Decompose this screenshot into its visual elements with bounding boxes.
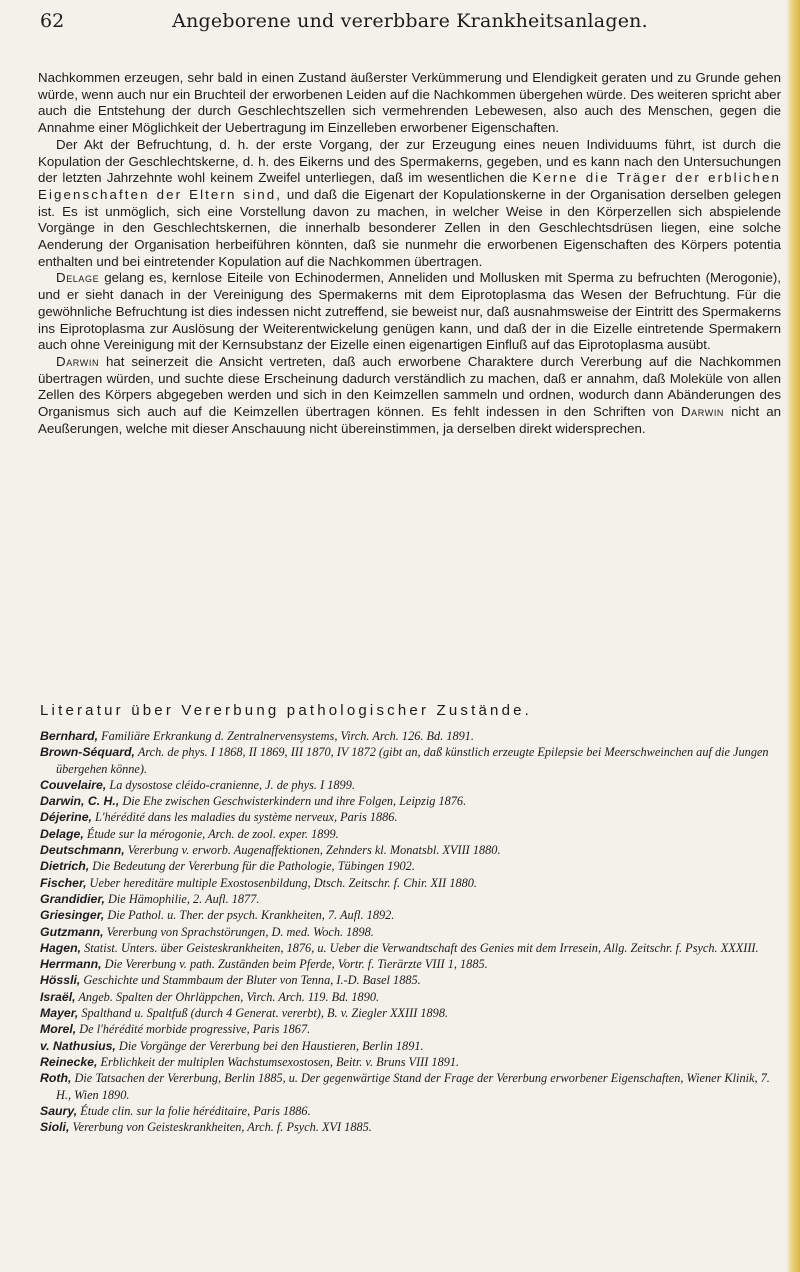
reference-text: De l'hérédité morbide progressive, Paris 1867.: [76, 1022, 311, 1037]
paragraph-3-text: gelang es, kernlose Eiteile von Echinodermen, Anneliden und Mollusken mit Sperma zu befruchten (Merogonie), und er sieht danach in der Vereinigung des Spermakerns mit dem Eiprotoplasma das Wesen der Befruchtung. Für die gewöhnliche Befruchtung ist dies indessen nicht zutreffend, sie beweist nur, daß ausnahmsweise der Eintritt des Spermakerns ins Eiprotoplasma zur Auslösung der Weiterentwickelung genügen kann, und daß der in die Eizelle eintretende Spermakern auch ohne Vereinigung mit der Kernsubstanz der Eizelle einen eigenartigen Einfluß auf das Eiprotoplasma ausübt.: [38, 270, 781, 353]
reference-author: Darwin, C. H.,: [40, 794, 120, 809]
reference-entry: [40, 956, 782, 972]
reference-author: Griesinger,: [40, 908, 105, 923]
reference-entry: [40, 793, 782, 809]
reference-author: Couvelaire,: [40, 777, 107, 792]
reference-entry: [40, 1005, 782, 1021]
reference-entry: [40, 1119, 782, 1135]
reference-author: Deutschmann,: [40, 843, 125, 858]
reference-text: Die Vererbung v. path. Zuständen beim Pferde, Vortr. f. Tierärzte VIII 1, 1885.: [101, 957, 488, 972]
reference-entry: [40, 858, 782, 874]
reference-author: Gutzmann,: [40, 924, 104, 939]
reference-author: Hössli,: [40, 973, 81, 988]
reference-author: Brown-Séquard,: [40, 745, 135, 760]
reference-text: Geschichte und Stammbaum der Bluter von Tenna, I.-D. Basel 1885.: [80, 973, 421, 988]
reference-text: Spalthand u. Spaltfuß (durch 4 Generat. vererbt), B. v. Ziegler XXIII 1898.: [78, 1006, 449, 1021]
reference-author: Saury,: [40, 1103, 78, 1118]
reference-entry: [40, 891, 782, 907]
reference-author: Delage,: [40, 826, 84, 841]
reference-list: [40, 728, 782, 1135]
reference-entry: [40, 1070, 782, 1103]
reference-author: v. Nathusius,: [40, 1038, 116, 1053]
reference-text: Die Hämophilie, 2. Aufl. 1877.: [104, 891, 260, 906]
literature-heading: Literatur über Vererbung pathologischer Zustände.: [40, 702, 533, 719]
reference-entry: [40, 777, 782, 793]
page-number: 62: [40, 10, 65, 32]
reference-entry: [40, 1054, 782, 1070]
reference-text: Vererbung von Sprachstörungen, D. med. Woch. 1898.: [103, 924, 374, 939]
reference-text: Erblichkeit der multiplen Wachstumsexostosen, Beitr. v. Bruns VIII 1891.: [97, 1054, 460, 1069]
reference-entry: [40, 972, 782, 988]
reference-entry: [40, 989, 782, 1005]
reference-text: Familiäre Erkrankung d. Zentralnervensystems, Virch. Arch. 126. Bd. 1891.: [98, 729, 475, 743]
paragraph-4-part-a: hat seinerzeit die Ansicht vertreten, daß auch erworbene Charaktere durch Vererbung auf die Nachkommen übertragen würden, und suchte diese Erscheinung dadurch verständlich zu machen, daß er annahm, daß Moleküle von allen Zellen des Körpers abgegeben werden und sich in den Keimzellen sammeln und ordnen, wodurch dann Abänderungen des Organismus sich auch auf die Keimzellen übertragen können. Es fehlt indessen in den Schriften von: [38, 353, 781, 420]
paragraph-4: [38, 354, 781, 438]
reference-text: La dysostose cléido-cranienne, J. de phys. I 1899.: [106, 777, 355, 792]
page-edge: [786, 0, 800, 1272]
reference-author: Fischer,: [40, 875, 87, 890]
reference-entry: [40, 809, 782, 825]
reference-author: Morel,: [40, 1022, 77, 1037]
reference-text: Die Ehe zwischen Geschwisterkindern und ihre Folgen, Leipzig 1876.: [119, 794, 467, 809]
reference-text: Die Pathol. u. Ther. der psych. Krankheiten, 7. Aufl. 1892.: [104, 908, 395, 923]
reference-entry: [40, 940, 782, 956]
reference-text: Vererbung von Geisteskrankheiten, Arch. f. Psych. XVI 1885.: [69, 1120, 372, 1135]
reference-author: Sioli,: [40, 1120, 70, 1135]
reference-text: Die Bedeutung der Vererbung für die Pathologie, Tübingen 1902.: [89, 859, 415, 874]
reference-author: Mayer,: [40, 1006, 79, 1021]
spaced-emphasis: Kerne die Träger der erblichen Eigenschaften der Eltern sind,: [38, 170, 781, 202]
reference-entry: [40, 826, 782, 842]
author-name-darwin-2: Darwin: [680, 404, 725, 420]
reference-entry: [40, 1038, 782, 1054]
reference-entry: [40, 875, 782, 891]
author-name-delage: Delage: [56, 270, 100, 286]
reference-entry: [40, 744, 782, 777]
reference-text: Arch. de phys. I 1868, II 1869, III 1870, IV 1872 (gibt an, daß künstlich erzeugte Epilepsie bei Meerschweinchen auf die Jungen übergehen könne).: [56, 745, 769, 776]
reference-text: Étude clin. sur la folie héréditaire, Paris 1886.: [77, 1103, 311, 1118]
reference-text: L'hérédité dans les maladies du système nerveux, Paris 1886.: [91, 810, 398, 825]
reference-entry: [40, 1103, 782, 1119]
paragraph-3: [38, 270, 781, 354]
reference-text: Vererbung v. erworb. Augenaffektionen, Zehnders kl. Monatsbl. XVIII 1880.: [124, 843, 501, 858]
running-title: Angeborene und vererbbare Krankheitsanlagen.: [172, 10, 648, 32]
reference-author: Reinecke,: [40, 1054, 98, 1069]
paragraph-1: Nachkommen erzeugen, sehr bald in einen Zustand äußerster Verkümmerung und Elendigkeit geraten und zu Grunde gehen würde, wenn auch nur ein Bruchteil der erworbenen Leiden auf die Nachkommen übergehen würde. Des weiteren spricht aber auch die Entstehung der durch Geschlechtszellen sich vermehrenden Lebewesen, also auch des Menschen, gegen die Annahme einer Möglichkeit der Uebertragung im Einzelleben erworbener Eigenschaften.: [38, 70, 781, 136]
reference-entry: [40, 842, 782, 858]
reference-text: Angeb. Spalten der Ohrläppchen, Virch. Arch. 119. Bd. 1890.: [75, 989, 380, 1004]
reference-author: Dietrich,: [40, 859, 90, 874]
reference-author: Roth,: [40, 1071, 72, 1086]
reference-author: Bernhard,: [40, 729, 99, 743]
paragraph-2-part-b: und daß die Eigenart der Kopulationskerne in der Organisation derselben gelegen ist. Es ist unmöglich, sich eine Vorstellung davon zu machen, in welcher Weise in den Körperzellen sich abspielende Vorgänge in den Geschlechtskernen, die innerhalb besonderer Zellen in den Geschlechtsdrüsen liegen, eine solche Aenderung der Organisation herbeiführen könnten, daß sie nunmehr die erworbenen Eigenschaften des Körpers potentia enthalten und bei eintretender Kopulation auf die Nachkommen übertragen.: [38, 186, 781, 269]
reference-author: Grandidier,: [40, 891, 105, 906]
page-header: [40, 6, 780, 36]
reference-entry: [40, 907, 782, 923]
reference-text: Die Tatsachen der Vererbung, Berlin 1885, u. Der gegenwärtige Stand der Frage der Vererbung erworbener Eigenschaften, Wiener Klinik, 7. H., Wien 1890.: [56, 1071, 770, 1102]
paragraph-4-part-b: nicht an Aeußerungen, welche mit dieser Anschauung nicht übereinstimmen, ja derselben direkt widersprechen.: [38, 404, 781, 436]
reference-entry: [40, 1021, 782, 1037]
paragraph-2: [38, 137, 781, 271]
reference-entry: [40, 924, 782, 940]
reference-entry: [40, 728, 782, 744]
paragraph-2-part-a: Der Akt der Befruchtung, d. h. der erste Vorgang, der zur Erzeugung eines neuen Individuums führt, ist durch die Kopulation der Geschlechtskerne, d. h. des Eikerns und des Spermakerns, gegeben, und es kann nach den Untersuchungen der letzten Jahrzehnte wohl keinem Zweifel unterliegen, daß im wesentlichen die: [38, 136, 781, 186]
reference-text: Statist. Unters. über Geisteskrankheiten, 1876, u. Ueber die Verwandtschaft des Genies mit dem Irresein, Allg. Zeitschr. f. Psych. XXXIII.: [81, 940, 759, 955]
reference-text: Die Vorgänge der Vererbung bei den Haustieren, Berlin 1891.: [115, 1038, 424, 1053]
reference-text: Ueber hereditäre multiple Exostosenbildung, Dtsch. Zeitschr. f. Chir. XII 1880.: [86, 875, 477, 890]
reference-author: Herrmann,: [40, 957, 102, 972]
reference-author: Déjerine,: [40, 810, 92, 825]
reference-author: Hagen,: [40, 940, 81, 955]
reference-text: Étude sur la mérogonie, Arch. de zool. exper. 1899.: [83, 826, 339, 841]
body-text: [38, 70, 781, 437]
author-name-darwin: Darwin: [56, 353, 100, 369]
reference-author: Israël,: [40, 989, 76, 1004]
